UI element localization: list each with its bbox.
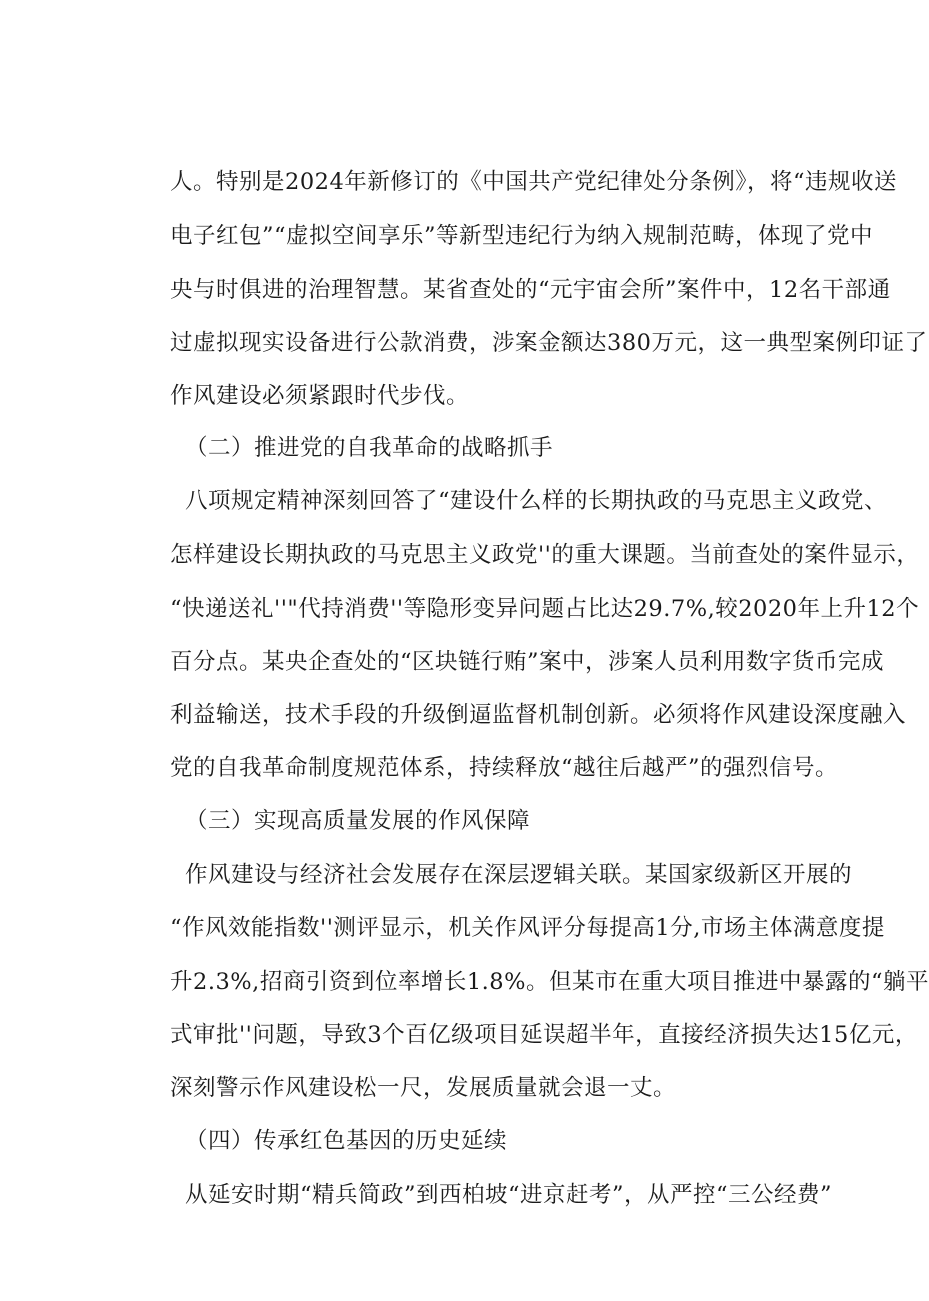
paragraph-line: “作风效能指数''测评显示，机关作风评分每提高1分,市场主体满意度提: [170, 915, 885, 941]
paragraph-line: 怎样建设长期执政的马克思主义政党''的重大课题。当前查处的案件显示，: [170, 542, 920, 568]
paragraph-line: “快递送礼''"代持消费''等隐形变异问题占比达29.7%,较2020年上升12个: [170, 596, 920, 622]
section-heading-2: （二）推进党的自我革命的战略抓手: [185, 435, 554, 461]
paragraph-line: 人。特别是2024年新修订的《中国共产党纪律处分条例》，将“违规收送: [170, 169, 898, 195]
paragraph-line: 深刻警示作风建设松一尺，发展质量就会退一丈。: [170, 1075, 677, 1101]
section-heading-4: （四）传承红色基因的历史延续: [185, 1128, 508, 1154]
paragraph-line: 利益输送，技术手段的升级倒逼监督机制创新。必须将作风建设深度融入: [170, 702, 907, 728]
paragraph-line: 过虚拟现实设备进行公款消费，涉案金额达380万元，这一典型案例印证了: [170, 330, 928, 356]
paragraph-line: 电子红包”“虚拟空间享乐”等新型违纪行为纳入规制范畴，体现了党中: [170, 223, 874, 249]
paragraph-line: 党的自我革命制度规范体系，持续释放“越往后越严”的强烈信号。: [170, 755, 839, 781]
paragraph-line: 央与时俱进的治理智慧。某省查处的“元宇宙会所”案件中，12名干部通: [170, 277, 891, 303]
paragraph-line: 从延安时期“精兵简政”到西柏坡“进京赶考”，从严控“三公经费”: [185, 1182, 833, 1208]
paragraph-line: 百分点。某央企查处的“区块链行贿”案中，涉案人员利用数字货币完成: [170, 649, 885, 675]
paragraph-line: 作风建设与经济社会发展存在深层逻辑关联。某国家级新区开展的: [185, 862, 853, 888]
paragraph-line: 式审批''问题，导致3个百亿级项目延误超半年，直接经济损失达15亿元，: [170, 1022, 918, 1048]
paragraph-line: 作风建设必须紧跟时代步伐。: [170, 383, 470, 409]
paragraph-line: 八项规定精神深刻回答了“建设什么样的长期执政的马克思主义政党、: [185, 488, 888, 514]
section-heading-3: （三）实现高质量发展的作风保障: [185, 808, 531, 834]
paragraph-line: 升2.3%,招商引资到位率增长1.8%。但某市在重大项目推进中暴露的“躺平: [170, 969, 929, 995]
